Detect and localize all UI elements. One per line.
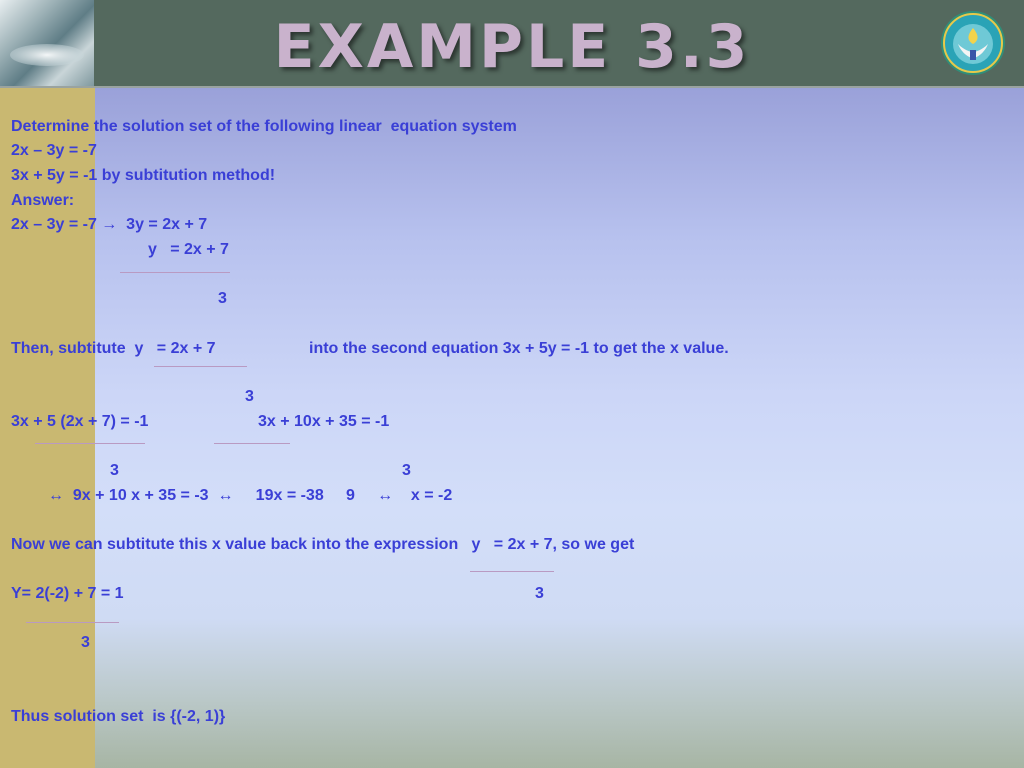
step-isolate-y: 2x – 3y = -7 → 3y = 2x + 7 <box>11 216 208 233</box>
slide-title: EXAMPLE 3.3 <box>273 12 751 82</box>
equation-1: 2x – 3y = -7 <box>11 142 97 159</box>
substitution-denominator: 3 <box>245 388 254 405</box>
content-area <box>95 88 1024 768</box>
solution-set-conclusion: Thus solution set is {(-2, 1)} <box>11 708 226 725</box>
y-value-denominator: 3 <box>81 634 90 651</box>
y-expression-numerator: y = 2x + 7 <box>148 241 229 258</box>
fraction-bar <box>214 443 290 444</box>
y-value-equation: Y= 2(-2) + 7 = 1 <box>11 585 124 602</box>
fraction-bar <box>35 443 145 444</box>
fraction-bar <box>470 571 554 572</box>
tut-wuri-handayani-logo-icon <box>940 10 1006 76</box>
y-expression-denominator: 3 <box>218 290 227 307</box>
back-substitution-text: Now we can subtitute this x value back into the expression y = 2x + 7, so we get <box>11 536 635 553</box>
answer-label: Answer: <box>11 192 75 209</box>
substituted-equation: 3x + 5 (2x + 7) = -1 <box>11 413 149 430</box>
substituted-denominator: 3 <box>110 462 119 479</box>
problem-statement: Determine the solution set of the following linear equation system <box>11 118 517 135</box>
back-substitution-denominator: 3 <box>535 585 544 602</box>
substitution-intro: Then, subtitute y = 2x + 7 <box>11 340 216 357</box>
expanded-equation: 3x + 10x + 35 = -1 <box>258 413 390 430</box>
equation-2: 3x + 5y = -1 by subtitution method! <box>11 167 276 184</box>
fraction-bar <box>120 272 230 273</box>
fraction-bar <box>26 622 119 623</box>
substitution-intro-continued: into the second equation 3x + 5y = -1 to get the x value. <box>309 340 729 357</box>
expanded-denominator: 3 <box>402 462 411 479</box>
solve-for-x: ↔ 9x + 10 x + 35 = -3 ↔ 19x = -38 9 ↔ x = -2 <box>48 487 453 504</box>
fraction-bar <box>154 366 247 367</box>
